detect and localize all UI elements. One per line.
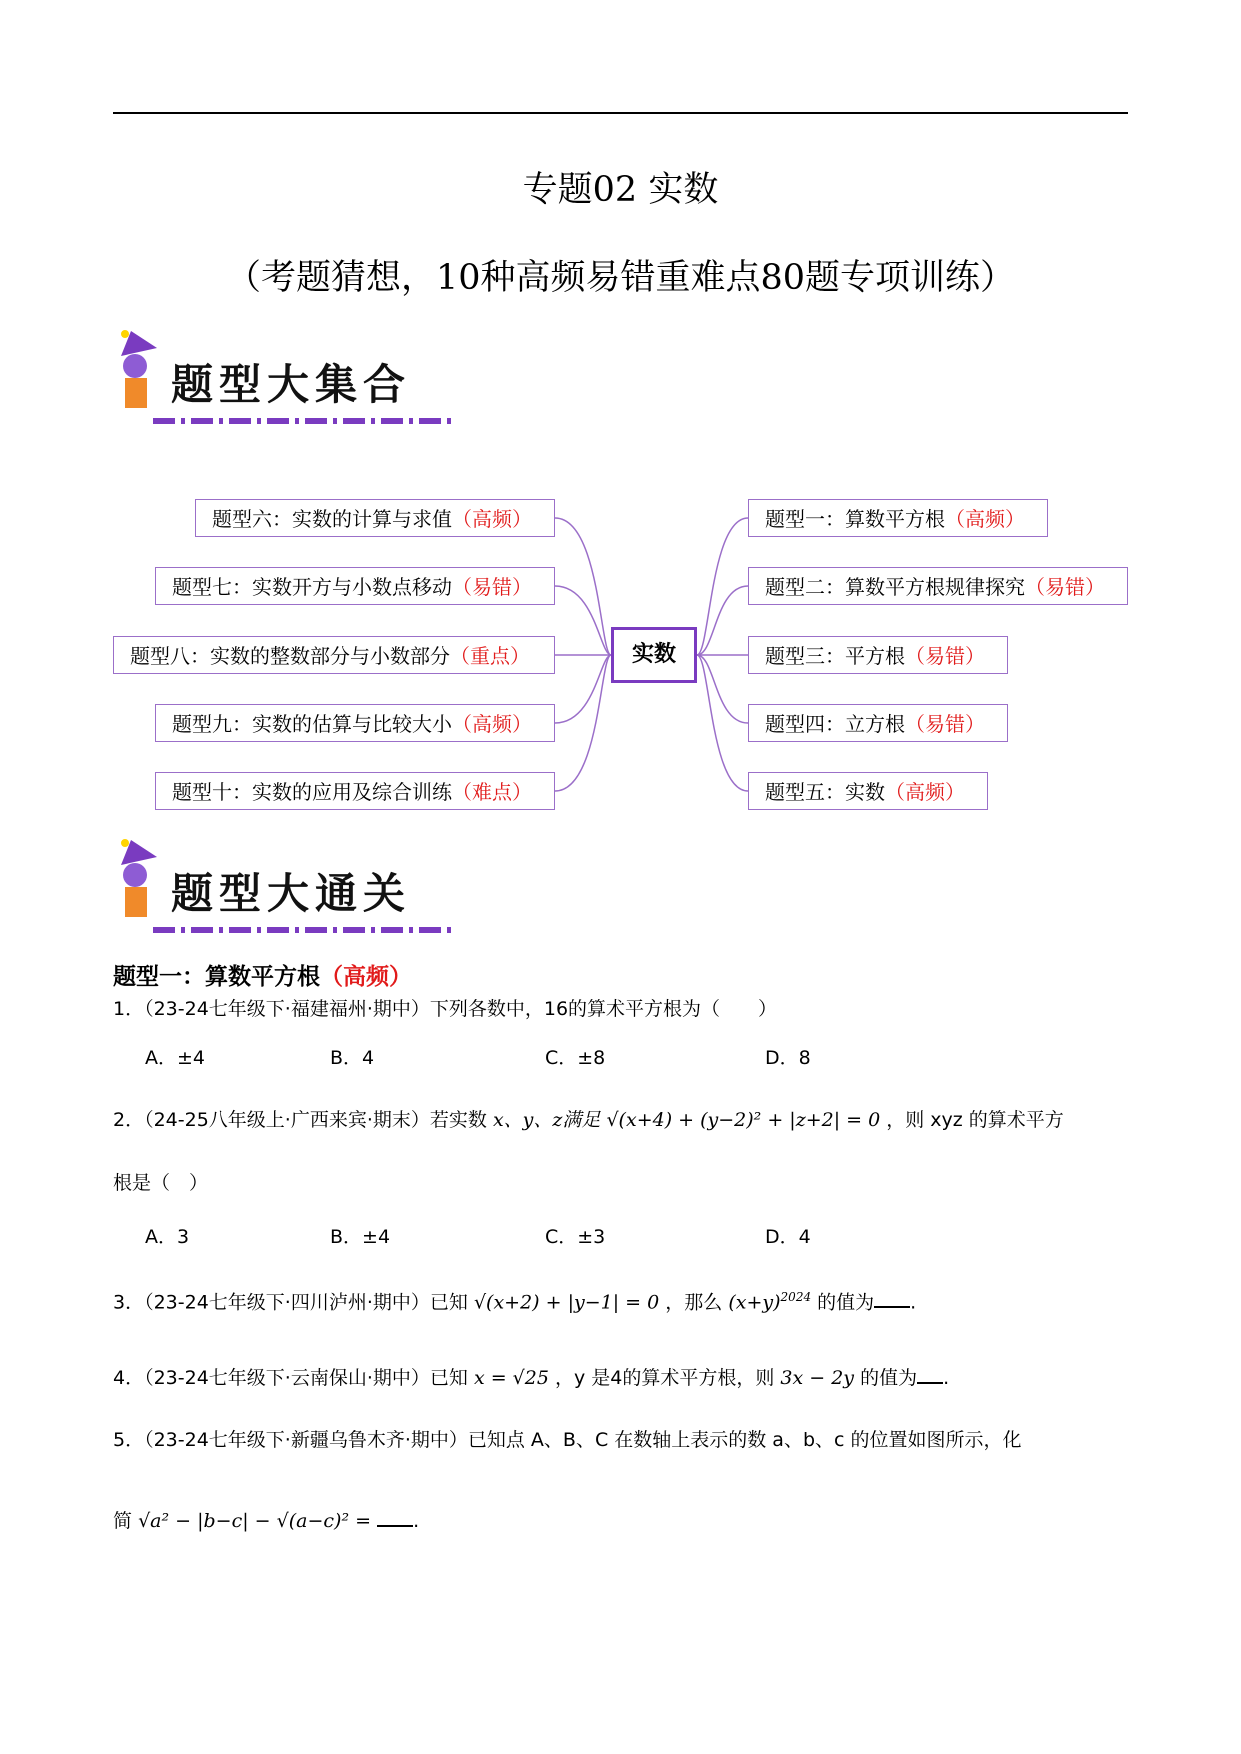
equation: √(x+2) + |y−1| = 0 xyxy=(473,1291,660,1314)
page-title: 专题02 实数 xyxy=(522,170,719,210)
option-d: D．8 xyxy=(765,1047,811,1069)
question-4: 4．（23-24七年级下·云南保山·期中）已知 x = √25 ，y 是4的算术平方根，则 3x − 2y 的值为 . xyxy=(113,1362,949,1393)
section-heading: 题型一：算数平方根（高频） xyxy=(113,964,412,990)
page-subtitle: （考题猜想，10种高频易错重难点80题专项训练） xyxy=(225,258,1016,298)
mindmap-item-type6: 题型六：实数的计算与求值（高频） xyxy=(195,499,555,537)
question-2-cont: 根是（ ） xyxy=(113,1172,209,1194)
question-1: 1．（23-24七年级下·福建福州·期中）下列各数中，16的算术平方根为（ ） xyxy=(113,998,778,1020)
mindmap-item-type2: 题型二：算数平方根规律探究（易错） xyxy=(748,567,1128,605)
wizard-mascot-icon xyxy=(113,326,173,426)
option-d: D．4 xyxy=(765,1226,811,1248)
banner-divider xyxy=(153,418,453,424)
mindmap-item-type1: 题型一：算数平方根（高频） xyxy=(748,499,1048,537)
option-a: A．±4 xyxy=(145,1047,206,1069)
mindmap xyxy=(0,480,1241,820)
question-5-cont: 简 √a² − |b−c| − √(a−c)² = . xyxy=(113,1505,419,1536)
option-c: C．±3 xyxy=(545,1226,606,1248)
option-c: C．±8 xyxy=(545,1047,606,1069)
banner-collection: 题型大集合 xyxy=(113,326,463,436)
mindmap-item-type4: 题型四：立方根（易错） xyxy=(748,704,1008,742)
equation: x = √25 xyxy=(473,1367,549,1389)
mindmap-item-type8: 题型八：实数的整数部分与小数部分（重点） xyxy=(113,636,555,674)
question-3: 3．（23-24七年级下·四川泸州·期中）已知 √(x+2) + |y−1| = 0 ，那么 $(x+y)^{2024}$ 的值为 . xyxy=(113,1282,916,1317)
mindmap-item-type3: 题型三：平方根（易错） xyxy=(748,636,1008,674)
equation: √(x+4) + (y−2)² + |z+2| = 0 xyxy=(606,1109,881,1131)
option-b: B．4 xyxy=(330,1047,375,1069)
option-a: A．3 xyxy=(145,1226,190,1248)
mindmap-item-type10: 题型十：实数的应用及综合训练（难点） xyxy=(155,772,555,810)
header-rule xyxy=(113,112,1128,114)
answer-blank[interactable] xyxy=(917,1362,943,1384)
expression: √a² − |b−c| − √(a−c)² = xyxy=(138,1510,372,1532)
wizard-mascot-icon xyxy=(113,835,173,935)
question-5: 5．（23-24七年级下·新疆乌鲁木齐·期中）已知点 A、B、C 在数轴上表示的数 a、b、c 的位置如图所示，化 xyxy=(113,1429,1022,1451)
banner-clearance: 题型大通关 xyxy=(113,835,463,945)
question-2: 2．（24-25八年级上·广西来宾·期末）若实数 x、y、z满足 √(x+4) + (y−2)² + |z+2| = 0 ，则 xyz 的算术平方 xyxy=(113,1109,1064,1131)
answer-blank[interactable] xyxy=(874,1286,910,1308)
answer-blank[interactable] xyxy=(377,1505,413,1527)
mindmap-item-type5: 题型五：实数（高频） xyxy=(748,772,988,810)
banner-divider xyxy=(153,927,453,933)
mindmap-item-type7: 题型七：实数开方与小数点移动（易错） xyxy=(155,567,555,605)
mindmap-center: 实数 xyxy=(611,627,697,683)
mindmap-item-type9: 题型九：实数的估算与比较大小（高频） xyxy=(155,704,555,742)
option-b: B．±4 xyxy=(330,1226,391,1248)
